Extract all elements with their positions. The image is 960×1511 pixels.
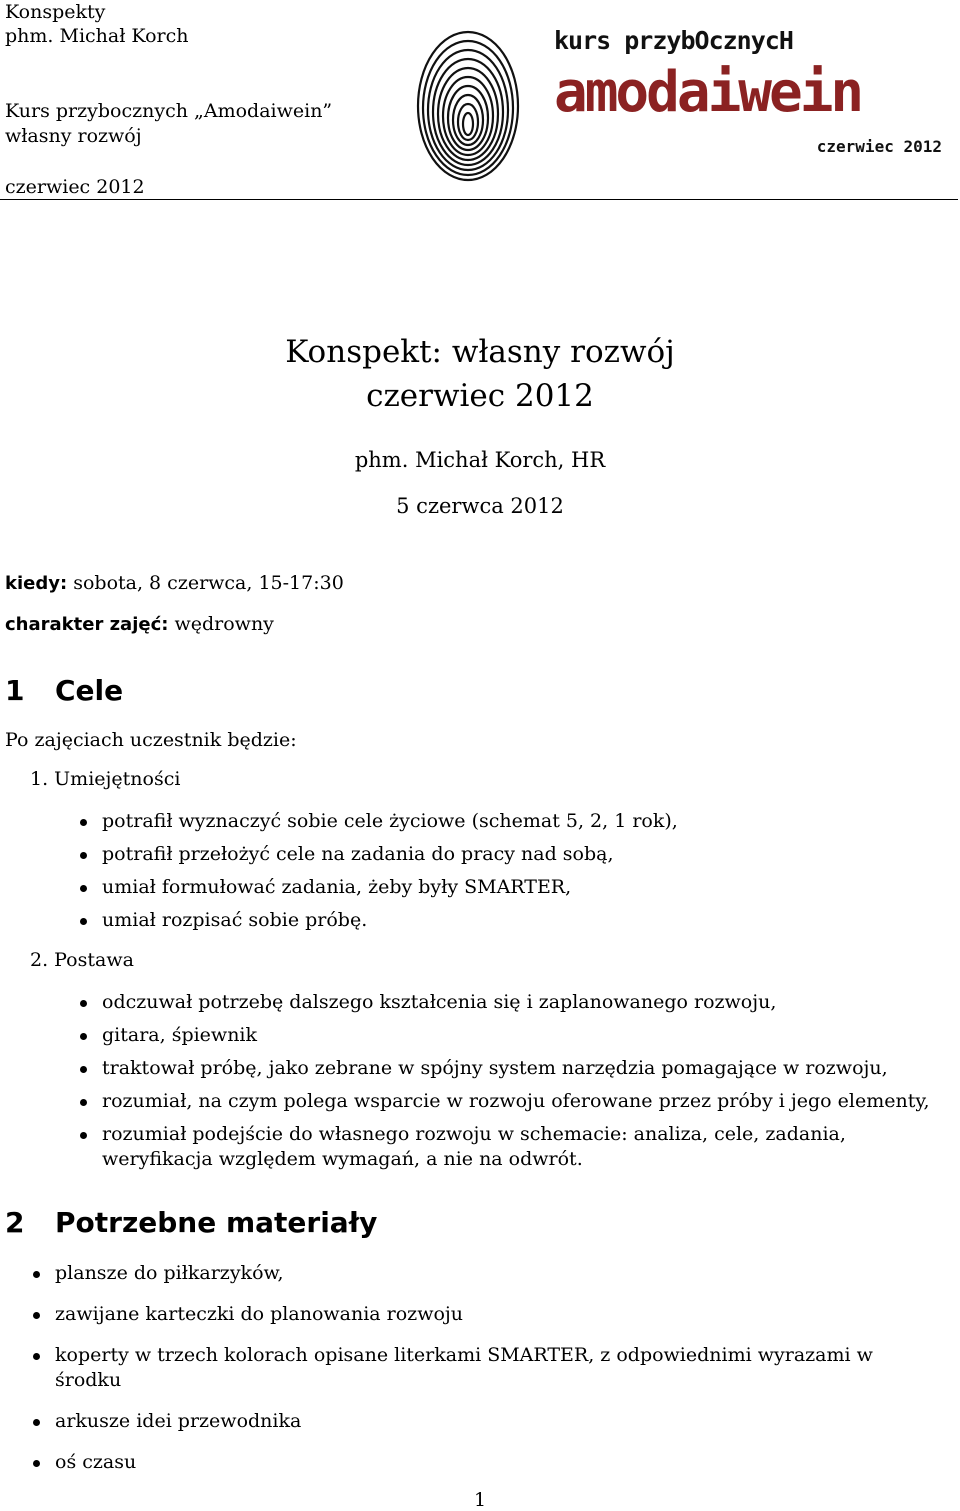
logo-name-text: amodaiwein	[554, 60, 862, 125]
fingerprint-image	[413, 24, 523, 184]
document-author: phm. Michał Korch, HR	[354, 448, 606, 472]
section-number: 1	[5, 674, 25, 707]
document-date: 5 czerwca 2012	[396, 494, 564, 518]
document-title: Konspekt: własny rozwój	[285, 334, 675, 370]
page-number: 1	[473, 1489, 487, 1511]
header-rule	[0, 199, 958, 200]
course-logo	[550, 18, 950, 158]
header-line-konspekty: Konspekty	[5, 1, 106, 23]
list-item: gitara, śpiewnik	[80, 1023, 950, 1048]
header-line-course: Kurs przybocznych „Amodaiwein”	[5, 100, 333, 122]
meta-type-value: wędrowny	[168, 613, 274, 635]
list-item: oś czasu	[33, 1450, 943, 1475]
header-line-topic: własny rozwój	[5, 125, 142, 147]
list-item: zawijane karteczki do planowania rozwoju	[33, 1302, 943, 1327]
meta-when-label: kiedy:	[5, 573, 68, 594]
header-line-author: phm. Michał Korch	[5, 25, 189, 47]
document-subtitle: czerwiec 2012	[366, 378, 594, 414]
section-title: Cele	[55, 674, 124, 707]
list-item: umiał rozpisać sobie próbę.	[80, 908, 950, 933]
logo-date-text: czerwiec 2012	[816, 137, 942, 156]
logo-course-text: kurs przybOcznycH	[554, 26, 793, 55]
enum-skills-label: 1. Umiejętności	[30, 768, 181, 790]
list-item: plansze do piłkarzyków,	[33, 1261, 943, 1286]
header-line-date: czerwiec 2012	[5, 176, 145, 198]
section-heading-goals	[5, 674, 123, 707]
list-item: potrafił wyznaczyć sobie cele życiowe (schemat 5, 2, 1 rok),	[80, 809, 950, 834]
list-item: koperty w trzech kolorach opisane literkami SMARTER, z odpowiednimi wyrazami w środku	[33, 1343, 943, 1393]
list-item: rozumiał podejście do własnego rozwoju w schemacie: analiza, cele, zadania, weryfikacja względem wymagań, a nie na odwrót.	[80, 1122, 950, 1172]
meta-when-value: sobota, 8 czerwca, 15-17:30	[67, 572, 344, 594]
meta-type	[5, 613, 274, 635]
list-item: umiał formułować zadania, żeby były SMARTER,	[80, 875, 950, 900]
materials-list	[33, 1261, 943, 1491]
meta-when	[5, 572, 344, 594]
attitude-list	[80, 990, 950, 1180]
list-item: odczuwał potrzebę dalszego kształcenia się i zaplanowanego rozwoju,	[80, 990, 950, 1015]
enum-attitude-label: 2. Postawa	[30, 949, 134, 971]
list-item: arkusze idei przewodnika	[33, 1409, 943, 1434]
section-number: 2	[5, 1206, 25, 1239]
skills-list	[80, 809, 950, 941]
section-title: Potrzebne materiały	[55, 1206, 378, 1239]
list-item: traktował próbę, jako zebrane w spójny system narzędzia pomagające w rozwoju,	[80, 1056, 950, 1081]
list-item: rozumiał, na czym polega wsparcie w rozwoju oferowane przez próby i jego elementy,	[80, 1089, 950, 1114]
list-item: potrafił przełożyć cele na zadania do pracy nad sobą,	[80, 842, 950, 867]
goals-intro: Po zajęciach uczestnik będzie:	[5, 729, 297, 751]
meta-type-label: charakter zajęć:	[5, 614, 169, 635]
section-heading-materials	[5, 1206, 377, 1239]
